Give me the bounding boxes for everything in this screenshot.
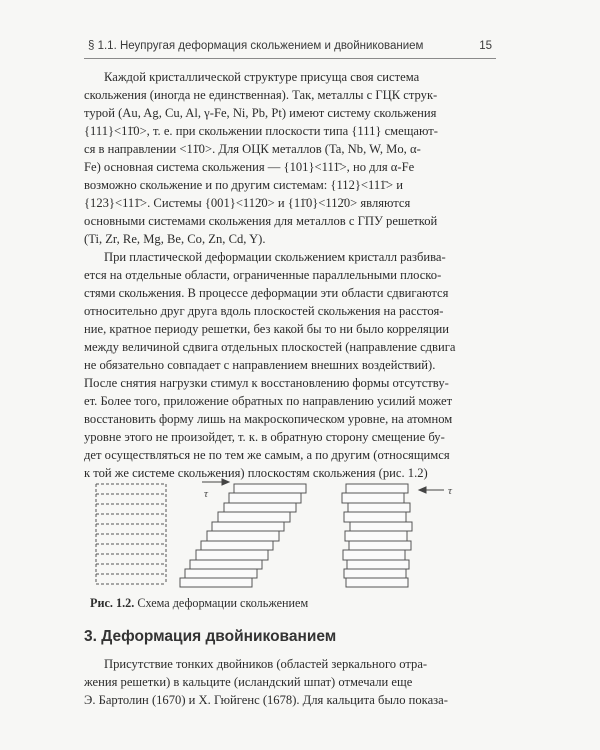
shear-arrow-left	[202, 479, 229, 485]
p1-line: {123}<111̄>. Системы {001}<112̄0> и {11̄0}<112̄0> являются	[84, 196, 411, 210]
header-rule	[84, 58, 496, 59]
undeformed-crystal	[96, 484, 166, 584]
p2-line: После снятия нагрузки стимул к восстановлению формы отсутству-	[84, 376, 449, 390]
p1-line: Каждой кристаллической структуре присуща своя система	[104, 70, 420, 84]
caption-number: Рис. 1.2.	[90, 596, 135, 610]
page-number: 15	[479, 40, 492, 52]
figure-caption	[90, 596, 496, 611]
running-header	[88, 40, 492, 52]
sheared-crystal	[180, 484, 306, 587]
p1-line: основными системами скольжения для металлов с ГПУ решеткой	[84, 214, 438, 228]
p1-line: ся в направлении <11̄0>. Для ОЦК металлов (Ta, Nb, W, Mo, α-	[84, 142, 421, 156]
p2-line: к той же системе скольжения) плоскостям скольжения (рис. 1.2)	[84, 466, 428, 480]
p2-line: ется на отдельные области, ограниченные параллельными плоско-	[84, 268, 442, 282]
p2-line: ние, кратное периоду решетки, без какой бы то ни было корреляции	[84, 322, 450, 336]
paragraph-2	[84, 248, 496, 482]
p2-line: стями скольжения. В процессе деформации эти области сдвигаются	[84, 286, 449, 300]
p2-line: не обязательно совпадает с направлением внешних воздействий).	[84, 358, 436, 372]
p3-line: Э. Бартолин (1670) и Х. Гюйгенс (1678). Для кальцита было показа-	[84, 693, 448, 707]
paragraph-1	[84, 68, 496, 248]
caption-text: Схема деформации скольжением	[137, 596, 309, 610]
p2-line: относительно друг друга вдоль плоскостей скольжения на расстоя-	[84, 304, 444, 318]
p2-line: ет. Более того, приложение обратных по направлению усилий может	[84, 394, 453, 408]
twinning-text	[84, 655, 496, 709]
shear-arrow-right	[419, 487, 444, 493]
paragraph-3	[84, 655, 496, 709]
p2-line: уровне этого не произойдет, т. к. в обратную сторону смещение бу-	[84, 430, 445, 444]
p1-line: турой (Au, Ag, Cu, Al, γ-Fe, Ni, Pb, Pt) имеют систему скольжения	[84, 106, 437, 120]
p1-line: скольжения (иногда не единственная). Так, металлы с ГЦК струк-	[84, 88, 438, 102]
p2-line: между величиной сдвига отдельных плоскостей (направление сдвига	[84, 340, 456, 354]
p1-line: Fe) основная система скольжения — {101}<111̄>, но для α-Fe	[84, 160, 415, 174]
p1-line: {111}<11̄0>, т. е. при скольжении плоскости типа {111} смещают-	[84, 124, 438, 138]
p1-line: (Ti, Zr, Re, Mg, Be, Co, Zn, Cd, Y).	[84, 232, 266, 246]
p3-line: жения решетки) в кальците (исландский шпат) отмечали еще	[84, 675, 413, 689]
p2-line: дет осуществляться не по тем же самым, а по другим (относящимся	[84, 448, 450, 462]
section-title: 3. Деформация двойникованием	[84, 628, 337, 645]
tau-label-right: τ	[448, 485, 452, 497]
p2-line: При пластической деформации скольжением кристалл разбива-	[104, 250, 446, 264]
reverse-sheared-crystal	[342, 484, 412, 587]
main-text	[84, 68, 496, 482]
slip-deformation-figure	[84, 478, 496, 594]
p3-line: Присутствие тонких двойников (областей зеркального отра-	[104, 657, 428, 671]
p1-line: возможно скольжение и по другим системам: {112}<111̄> и	[84, 178, 403, 192]
p2-line: восстановить форму лишь на макроскопическом уровне, на атомном	[84, 412, 453, 426]
tau-label-left: τ	[204, 488, 208, 500]
running-title: § 1.1. Неупругая деформация скольжением и двойникованием	[88, 40, 424, 52]
